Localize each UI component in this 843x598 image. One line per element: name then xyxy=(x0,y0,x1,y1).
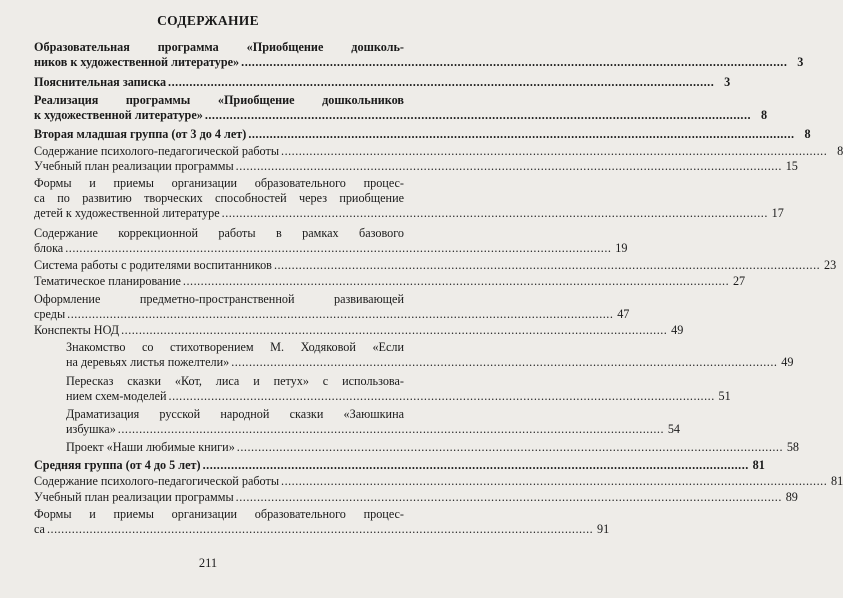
toc-entry-line: Образовательная программа «Приобщение дошколь- xyxy=(34,40,404,54)
toc-entry-text: к художественной литературе» xyxy=(34,108,203,122)
toc-entry-last-line xyxy=(34,108,768,123)
toc-entry-page: 8 xyxy=(760,108,768,122)
toc-entry-page: 23 xyxy=(823,258,837,272)
toc-entry[interactable] xyxy=(34,159,798,174)
dot-leader: .......................................................................................................................................................... xyxy=(121,323,668,337)
toc-entry-text: избушка» xyxy=(66,422,116,436)
toc-entry-text: Содержание психолого-педагогической работы xyxy=(34,474,280,488)
toc-entry[interactable] xyxy=(66,407,681,437)
dot-leader: .......................................................................................................................................................... xyxy=(67,307,614,321)
toc-entry-last-line xyxy=(34,323,684,338)
toc-entry-text: Средняя группа (от 4 до 5 лет) xyxy=(34,458,201,472)
toc-entry-page: 3 xyxy=(797,55,804,69)
toc-entry-line: Оформление предметно-пространственной развивающей xyxy=(34,292,404,306)
toc-entry-page: 81 xyxy=(752,458,765,472)
toc-entry[interactable] xyxy=(34,144,843,159)
dot-leader: .......................................................................................................................................................... xyxy=(221,206,768,220)
toc-entry-line: Знакомство со стихотворением М. Ходяковой «Если xyxy=(66,340,404,354)
toc-entry-last-line xyxy=(34,127,811,142)
toc-entry-last-line xyxy=(34,490,798,505)
dot-leader: .......................................................................................................................................................... xyxy=(231,355,778,369)
toc-entry-last-line xyxy=(34,206,784,221)
dot-leader: .......................................................................................................................................................... xyxy=(204,108,752,122)
toc-entry[interactable] xyxy=(34,176,784,221)
page-number: 211 xyxy=(198,556,218,570)
toc-entry[interactable] xyxy=(34,274,746,289)
toc-entry-line: Формы и приемы организации образовательного процес- xyxy=(34,507,404,521)
toc-entry[interactable] xyxy=(34,258,837,273)
dot-leader: .......................................................................................................................................................... xyxy=(46,522,594,536)
dot-leader: .......................................................................................................................................................... xyxy=(117,422,665,436)
toc-entry-page: 58 xyxy=(786,440,800,454)
toc-entry-last-line xyxy=(66,440,800,455)
toc-entry-line: Драматизация русской народной сказки «Заюшкина xyxy=(66,407,404,421)
toc-entry-page: 47 xyxy=(617,307,630,321)
toc-entry-page: 27 xyxy=(732,274,746,288)
toc-entry-page: 49 xyxy=(671,323,684,337)
dot-leader: .......................................................................................................................................................... xyxy=(281,144,828,158)
toc-entry-text: Учебный план реализации программы xyxy=(34,490,234,504)
toc-entry-page: 89 xyxy=(785,490,798,504)
toc-entry[interactable] xyxy=(34,458,765,473)
toc-entry[interactable] xyxy=(34,474,843,489)
toc-entry[interactable] xyxy=(34,127,811,142)
toc-entry[interactable] xyxy=(66,374,731,404)
dot-leader: .......................................................................................................................................................... xyxy=(168,389,715,403)
toc-entry-line: Формы и приемы организации образовательного процес- xyxy=(34,176,404,190)
toc-entry[interactable] xyxy=(34,507,610,537)
dot-leader: .......................................................................................................................................................... xyxy=(248,127,795,141)
toc-entry-page: 17 xyxy=(771,206,784,220)
dot-leader: .......................................................................................................................................................... xyxy=(235,490,782,504)
dot-leader: .......................................................................................................................................................... xyxy=(241,55,788,69)
toc-entry-last-line xyxy=(34,522,610,537)
toc-entry-last-line xyxy=(34,474,843,489)
toc-entry-page: 49 xyxy=(781,355,794,369)
toc-entry[interactable] xyxy=(66,340,794,370)
toc-entry-text: са xyxy=(34,522,45,536)
toc-entry[interactable] xyxy=(66,440,800,455)
dot-leader: .......................................................................................................................................................... xyxy=(168,75,715,89)
dot-leader: .......................................................................................................................................................... xyxy=(273,258,821,272)
toc-entry[interactable] xyxy=(34,40,804,70)
toc-entry-page: 51 xyxy=(718,389,731,403)
toc-entry-last-line xyxy=(34,159,798,174)
toc-entry-last-line xyxy=(34,258,837,273)
toc-entry[interactable] xyxy=(34,323,684,338)
toc-entry-last-line xyxy=(66,355,794,370)
toc-entry-page: 54 xyxy=(667,422,681,436)
toc-entry-last-line xyxy=(66,389,731,404)
toc-entry-text: блока xyxy=(34,241,64,255)
toc-entry-text: Конспекты НОД xyxy=(34,323,120,337)
toc-entry-page: 3 xyxy=(724,75,731,89)
toc-entry-text: среды xyxy=(34,307,66,321)
dot-leader: .......................................................................................................................................................... xyxy=(65,241,612,255)
toc-entry-text: Содержание психолого-педагогической работы xyxy=(34,144,280,158)
toc-entry-last-line xyxy=(66,422,681,437)
toc-entry-page: 81 xyxy=(831,474,843,488)
toc-entry[interactable] xyxy=(34,490,798,505)
toc-entry-text: нием схем-моделей xyxy=(66,389,167,403)
toc-entry[interactable] xyxy=(34,292,630,322)
dot-leader: .......................................................................................................................................................... xyxy=(182,274,730,288)
toc-entry-text: на деревьях листья пожелтели» xyxy=(66,355,230,369)
toc-entry-line: Пересказ сказки «Кот, лиса и петух» с использова- xyxy=(66,374,404,388)
toc-entry-line: са по развитию творческих способностей через приобщение xyxy=(34,191,404,205)
toc-entry[interactable] xyxy=(34,226,628,256)
toc-entry-last-line xyxy=(34,307,630,322)
toc-entry[interactable] xyxy=(34,75,731,90)
toc-entry-text: Учебный план реализации программы xyxy=(34,159,234,173)
toc-entry-last-line xyxy=(34,55,804,70)
toc-entry-last-line xyxy=(34,75,731,90)
toc-entry-page: 91 xyxy=(597,522,610,536)
toc-entry-text: ников к художественной литературе» xyxy=(34,55,240,69)
toc-heading: СОДЕРЖАНИЕ xyxy=(157,13,259,28)
dot-leader: .......................................................................................................................................................... xyxy=(281,474,828,488)
dot-leader: .......................................................................................................................................................... xyxy=(202,458,749,472)
toc-entry-line: Реализация программы «Приобщение дошкольников xyxy=(34,93,404,107)
toc-entry[interactable] xyxy=(34,93,768,123)
dot-leader: .......................................................................................................................................................... xyxy=(236,440,784,454)
toc-entry-text: Система работы с родителями воспитанников xyxy=(34,258,272,272)
toc-entry-page: 8 xyxy=(804,127,811,141)
toc-entry-text: Вторая младшая группа (от 3 до 4 лет) xyxy=(34,127,247,141)
toc-entry-page: 8 xyxy=(837,144,843,158)
toc-entry-text: Проект «Наши любимые книги» xyxy=(66,440,235,454)
toc-entry-page: 19 xyxy=(615,241,628,255)
toc-entry-last-line xyxy=(34,144,843,159)
toc-entry-page: 15 xyxy=(785,159,798,173)
toc-entry-text: Пояснительная записка xyxy=(34,75,167,89)
toc-entry-last-line xyxy=(34,458,765,473)
toc-entry-last-line xyxy=(34,274,746,289)
dot-leader: .......................................................................................................................................................... xyxy=(235,159,782,173)
toc-entry-text: детей к художественной литературе xyxy=(34,206,220,220)
toc-entry-last-line xyxy=(34,241,628,256)
toc-entry-text: Тематическое планирование xyxy=(34,274,181,288)
toc-entry-line: Содержание коррекционной работы в рамках базового xyxy=(34,226,404,240)
